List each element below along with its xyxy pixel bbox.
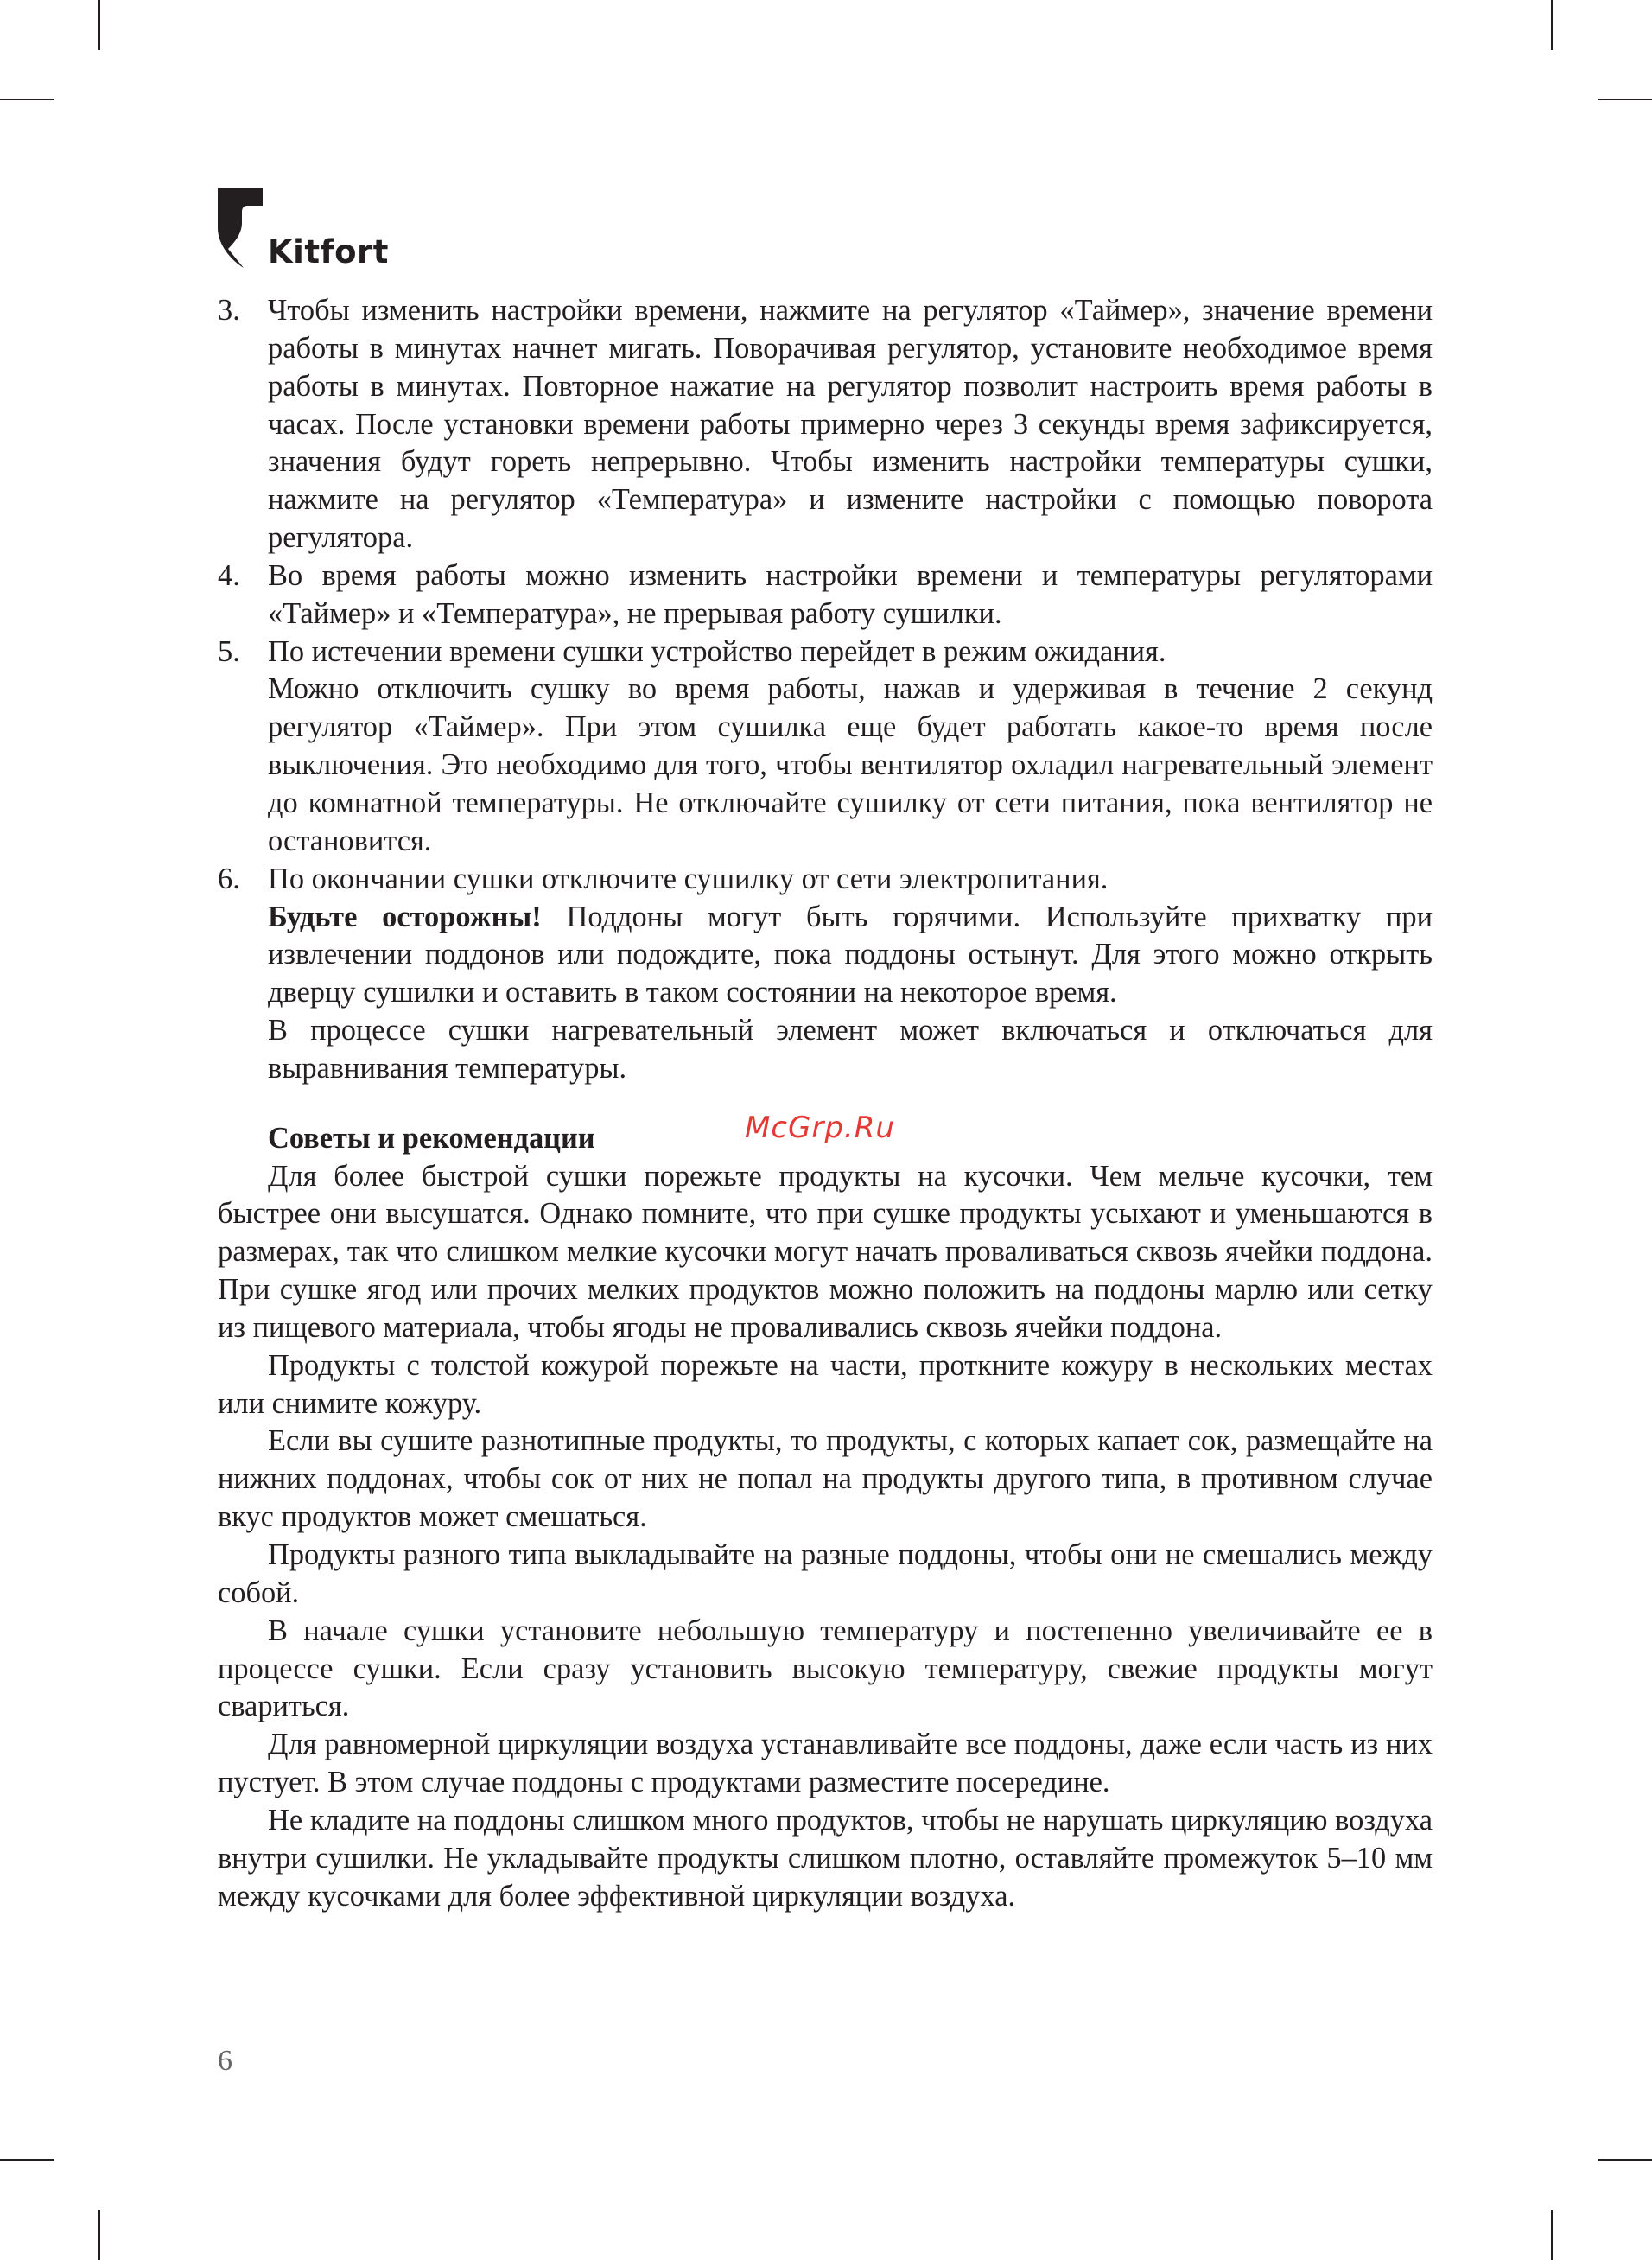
page-number: 6 <box>218 2045 232 2077</box>
list-item <box>218 861 1433 1088</box>
steps-list <box>218 292 1433 1088</box>
paragraph: Для более быстрой сушки порежьте продукты на кусочки. Чем мельче кусочки, тем быстрее они высушатся. Однако помните, что при сушке продукты усыхают и уменьшаются в размерах, так что слишком мелкие кусочки могут начать проваливаться сквозь ячейки поддона. При сушке ягод или прочих мелких продуктов можно положить на поддоны марлю или сетку из пищевого материала, чтобы ягоды не проваливались сквозь ячейки поддона. <box>218 1159 1433 1344</box>
step-note: В процессе сушки нагревательный элемент может включаться и отключаться для выравнивания температуры. <box>268 1014 1433 1085</box>
tips-section <box>218 1120 1433 1916</box>
paragraph: Если вы сушите разнотипные продукты, то продукты, с которых капает сок, размещайте на нижних поддонах, чтобы сок от них не попал на продукты другого типа, в противном случае вкус продуктов может смешаться. <box>218 1424 1433 1534</box>
step-text: По окончании сушки отключите сушилку от сети электропитания. <box>268 862 1109 895</box>
paragraph: Для равномерной циркуляции воздуха устанавливайте все поддоны, даже если часть из них пустует. В этом случае поддоны с продуктами разместите посередине. <box>218 1728 1433 1799</box>
list-item <box>218 557 1433 633</box>
section-title: Советы и рекомендации <box>268 1121 595 1155</box>
paragraph: Не кладите на поддоны слишком много продуктов, чтобы не нарушать циркуляцию воздуха внутри сушилки. Не укладывайте продукты слишком плотно, оставляйте промежуток 5–10 мм между кусочками для более эффективной циркуляции воздуха. <box>218 1803 1433 1913</box>
brand-logo <box>216 188 389 275</box>
step-text: По истечении времени сушки устройство перейдет в режим ожидания. <box>268 634 1166 668</box>
warning-text: Поддоны могут быть горячими. Используйте прихватку при извлечении поддонов или подождите, пока поддоны остынут. Для этого можно открыть дверцу сушилки и оставить в таком состоянии на некоторое время. <box>268 900 1433 1009</box>
step-number: 5. <box>218 634 240 668</box>
step-number: 4. <box>218 558 240 592</box>
list-item <box>218 292 1433 557</box>
warning-note <box>268 899 1433 1013</box>
crop-mark <box>0 99 54 100</box>
crop-mark <box>1551 2210 1553 2260</box>
step-number: 6. <box>218 862 240 895</box>
step-number: 3. <box>218 294 240 327</box>
paragraph: В начале сушки установите небольшую температуру и постепенно увеличивайте ее в процессе сушки. Если сразу установить высокую температуру, свежие продукты могут свариться. <box>218 1614 1433 1723</box>
crop-mark <box>1598 99 1652 100</box>
step-text: Во время работы можно изменить настройки времени и температуры регуляторами «Таймер» и «Температура», не прерывая работу сушилки. <box>268 558 1433 630</box>
page-content <box>218 292 1433 1915</box>
kitfort-mark-icon <box>216 188 268 271</box>
crop-mark <box>98 2210 100 2260</box>
brand-name: Kitfort <box>268 233 389 271</box>
paragraph: Продукты разного типа выкладывайте на разные поддоны, чтобы они не смешались между собой. <box>218 1538 1433 1609</box>
warning-label: Будьте осторожны! <box>268 900 542 933</box>
watermark: McGrp.Ru <box>745 1111 895 1145</box>
step-text: Чтобы изменить настройки времени, нажмите на регулятор «Таймер», значение времени работы в минутах начнет мигать. Поворачивая регулятор, установите необходимое время работы в минутах. Повторное нажатие на регулятор позволит настроить время работы в часах. После установки времени работы примерно через 3 секунды время зафиксируется, значения будут гореть непрерывно. Чтобы изменить настройки температуры сушки, нажмите на регулятор «Температура» и измените настройки с помощью поворота регулятора. <box>268 294 1433 555</box>
crop-mark <box>0 2159 54 2161</box>
crop-mark <box>1551 0 1553 50</box>
paragraph: Продукты с толстой кожурой порежьте на части, проткните кожуру в нескольких местах или снимите кожуру. <box>218 1348 1433 1420</box>
crop-mark <box>98 0 100 50</box>
list-item <box>218 633 1433 861</box>
crop-mark <box>1598 2159 1652 2161</box>
step-note: Можно отключить сушку во время работы, нажав и удерживая в течение 2 секунд регулятор «Таймер». При этом сушилка еще будет работать какое-то время после выключения. Это необходимо для того, чтобы вентилятор охладил нагревательный элемент до комнатной температуры. Не отключайте сушилку от сети питания, пока вентилятор не остановится. <box>268 672 1433 857</box>
